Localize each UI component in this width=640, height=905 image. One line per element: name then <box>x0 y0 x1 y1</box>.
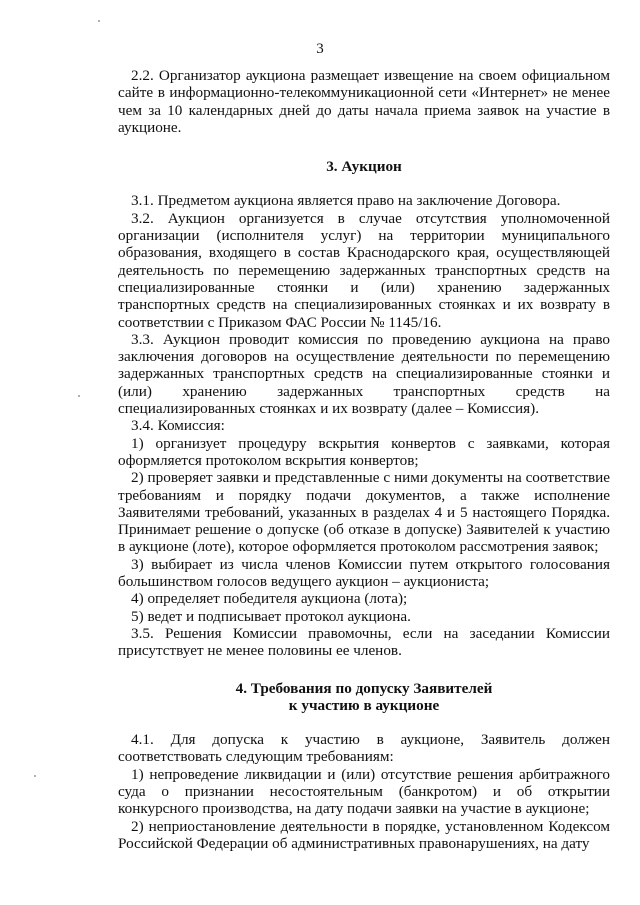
section-4-heading-line2: к участию в аукционе <box>288 696 440 714</box>
list-item: 2) неприостановление деятельности в порядке, установленном Кодексом Российской Федерации об административных правонарушениях, на дату <box>118 817 610 852</box>
list-item: 3) выбирает из числа членов Комиссии путем открытого голосования большинством голосов ведущего аукцион – аукциониста; <box>118 555 610 591</box>
list-item: 4) определяет победителя аукциона (лота); <box>131 590 408 608</box>
paragraph-3-3: 3.3. Аукцион проводит комиссия по проведению аукциона на право заключения договоров на осуществление деятельности по перемещению задержанных транспортных средств на специализированные стоянки и (или) хранению задержанных транспортных средств на специализированных стоянках и их возврату (далее – Комиссия). <box>118 330 610 418</box>
paragraph-3-2: 3.2. Аукцион организуется в случае отсутствия уполномоченной организации (исполнителя услуг) на территории муниципального образования, входящего в состав Краснодарского края, осуществляющей деятельность по перемещению задержанных транспортных средств на специализированные стоянки и (или) хранению задержанных транспортных средств на специализированных стоянках и их возврату в соответствии с Приказом ФАС России № 1145/16. <box>118 209 610 331</box>
paragraph-2-2: 2.2. Организатор аукциона размещает извещение на своем официальном сайте в информационно-телекоммуникационной сети «Интернет» не менее чем за 10 календарных дней до даты начала приема заявок на участие в аукционе. <box>118 67 610 136</box>
section-4-heading <box>118 680 610 715</box>
paragraph-3-1: 3.1. Предметом аукциона является право на заключение Договора. <box>131 192 561 210</box>
list-item: 5) ведет и подписывает протокол аукциона. <box>131 607 411 625</box>
scan-speck <box>34 775 36 777</box>
list-item: 2) проверяет заявки и представленные с ними документы на соответствие требованиям и порядку подачи документов, а также исполнение Заявителями требований, указанных в разделах 4 и 5 настоящего Порядка. Принимает решение о допуске (об отказе в допуске) Заявителей к участию в аукционе (лоте), которое оформляется протоколом рассмотрения заявок; <box>118 469 610 556</box>
paragraph-3-5: 3.5. Решения Комиссии правомочны, если на заседании Комиссии присутствует не менее половины ее членов. <box>118 624 610 660</box>
page-number: 3 <box>316 41 324 57</box>
section-4-heading-line1: 4. Требования по допуску Заявителей <box>235 679 493 697</box>
list-item: 1) организует процедуру вскрытия конвертов с заявками, которая оформляется протоколом вскрытия конвертов; <box>118 434 610 469</box>
paragraph-4-1: 4.1. Для допуска к участию в аукционе, Заявитель должен соответствовать следующим требованиям: <box>118 731 610 766</box>
section-3-heading: 3. Аукцион <box>326 158 402 176</box>
document-body <box>118 67 610 852</box>
paragraph-3-4: 3.4. Комиссия: <box>131 417 225 435</box>
list-item: 1) непроведение ликвидации и (или) отсутствие решения арбитражного суда о признании несостоятельным (банкротом) и об открытии конкурсного производства, на дату подачи заявки на участие в аукционе; <box>118 765 610 818</box>
scan-speck <box>98 20 100 22</box>
scan-speck <box>78 395 80 397</box>
